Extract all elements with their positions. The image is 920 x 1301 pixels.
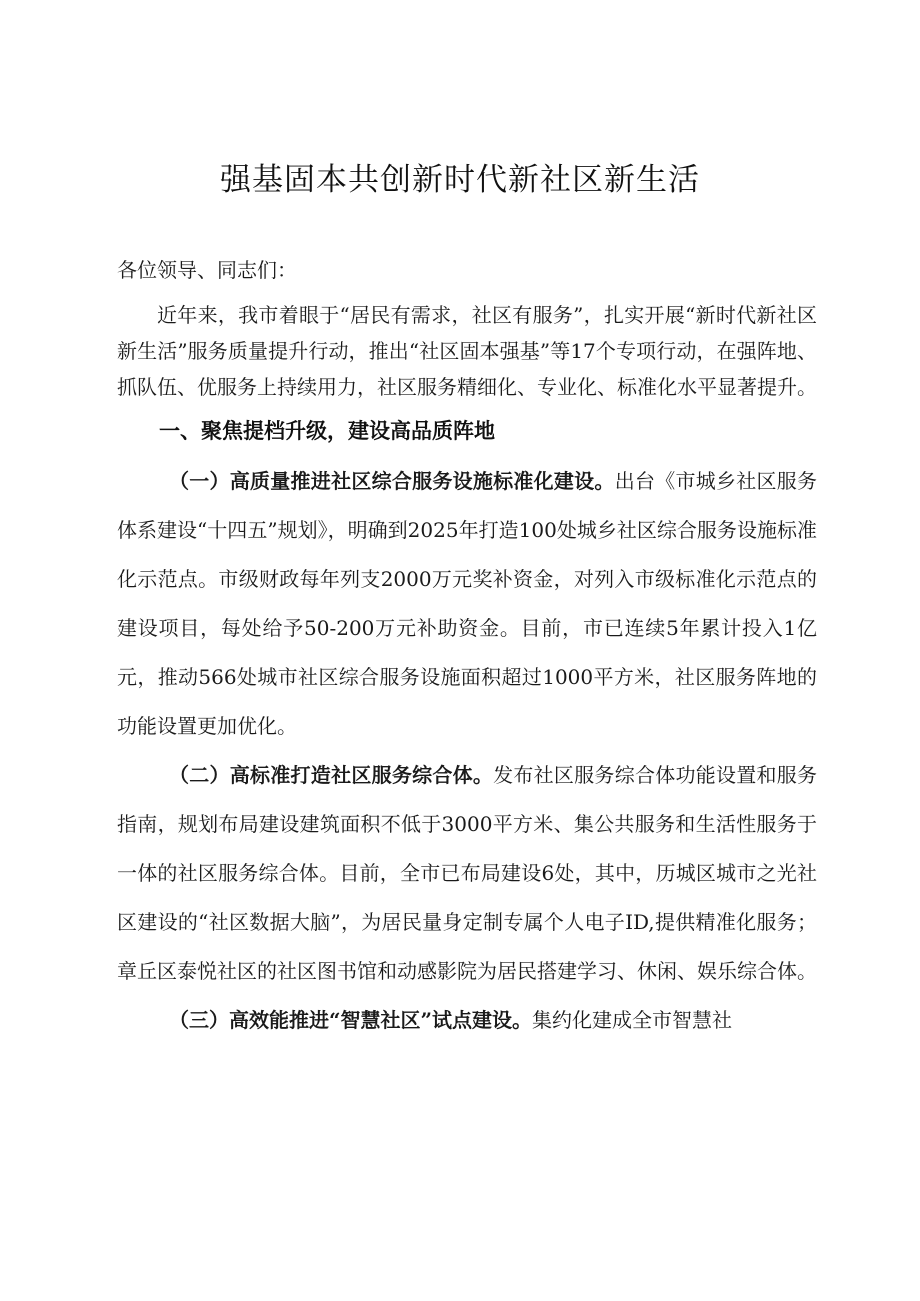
- document-body: [117, 252, 817, 1045]
- subsection-1-paragraph: [117, 457, 817, 751]
- subsection-2-text: 发布社区服务综合体功能设置和服务指南，规划布局建设建筑面积不低于3000平方米、集公共服务和生活性服务于一体的社区服务综合体。目前，全市已布局建设6处，其中，历城区城市之光社区建设的“社区数据大脑”，为居民量身定制专属个人电子ID,提供精准化服务；章丘区泰悦社区的社区图书馆和动感影院为居民搭建学习、休闲、娱乐综合体。: [117, 763, 818, 983]
- document-title: 强基固本共创新时代新社区新生活: [220, 162, 700, 198]
- subsection-3-text: 集约化建成全市智慧社: [532, 1008, 733, 1032]
- subsection-1-lead: （一）高质量推进社区综合服务设施标准化建设。: [169, 469, 615, 493]
- subsection-2-paragraph: [117, 751, 817, 996]
- section-heading-1: 一、聚焦提档升级，建设高品质阵地: [159, 419, 495, 443]
- subsection-1-text: 出台《市城乡社区服务体系建设“十四五”规划》，明确到2025年打造100处城乡社区综合服务设施标准化示范点。市级财政每年列支2000万元奖补资金，对列入市级标准化示范点的建设项目，每处给予50-200万元补助资金。目前，市已连续5年累计投入1亿元，推动566处城市社区综合服务设施面积超过1000平方米，社区服务阵地的功能设置更加优化。: [117, 469, 818, 738]
- subsection-3-lead: （三）高效能推进“智慧社区”试点建设。: [169, 1008, 533, 1032]
- salutation: 各位领导、同志们：: [117, 258, 297, 282]
- subsection-2-lead: （二）高标准打造社区服务综合体。: [169, 763, 494, 787]
- subsection-3-paragraph: [117, 996, 817, 1045]
- intro-paragraph: 近年来，我市着眼于“居民有需求，社区有服务”，扎实开展“新时代新社区新生活”服务质量提升行动，推出“社区固本强基”等17个专项行动，在强阵地、抓队伍、优服务上持续用力，社区服务精细化、专业化、标准化水平显著提升。: [117, 303, 817, 399]
